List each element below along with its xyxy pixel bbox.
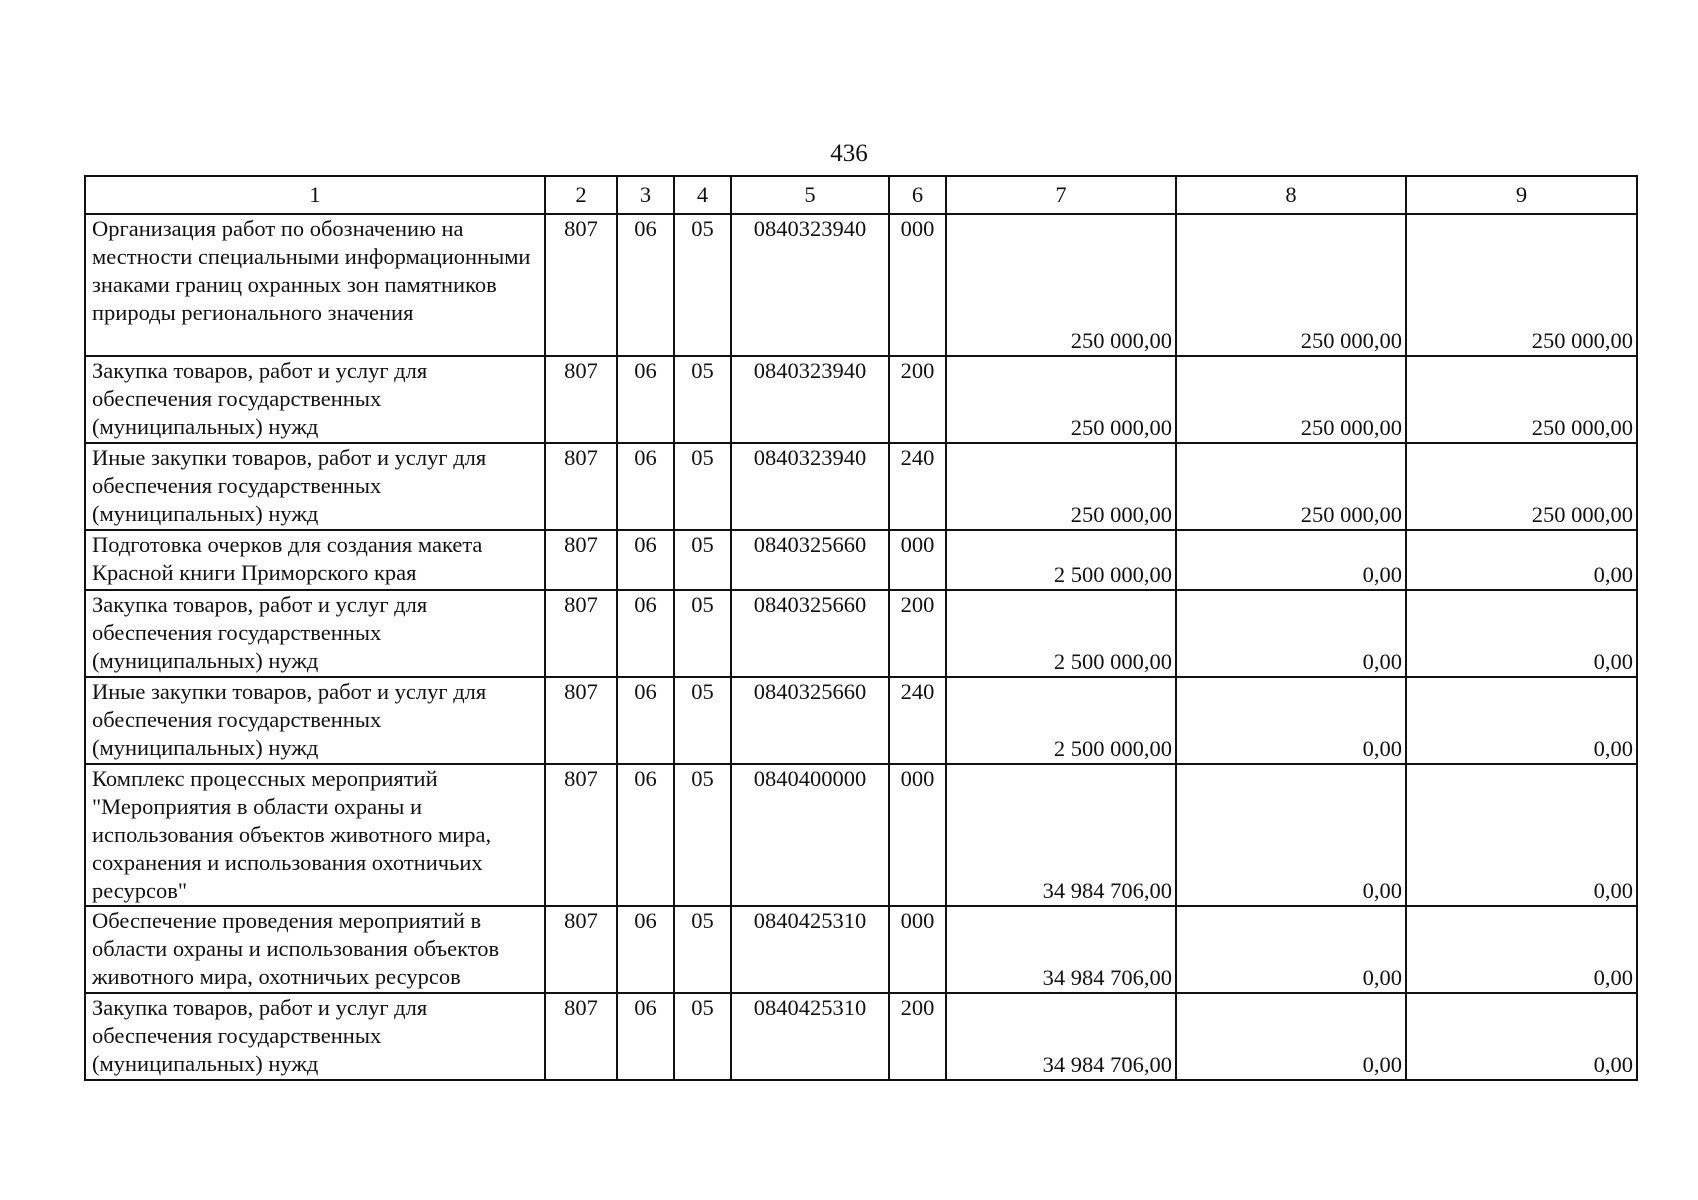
amount-col9: 0,00 [1406,677,1637,764]
amount-col8: 0,00 [1176,906,1406,993]
amount-col7: 250 000,00 [946,443,1176,530]
column-header: 4 [674,176,731,214]
column-header: 2 [545,176,617,214]
table-row [85,443,1637,530]
ministry-code: 807 [545,906,617,993]
subsection-code: 05 [674,356,731,443]
table-row [85,530,1637,590]
amount-col8: 0,00 [1176,590,1406,677]
table-row [85,906,1637,993]
subsection-code: 05 [674,443,731,530]
table-header-row [85,176,1637,214]
amount-col9: 0,00 [1406,906,1637,993]
section-code: 06 [617,443,674,530]
target-article-code: 0840325660 [731,530,889,590]
target-article-code: 0840323940 [731,214,889,356]
amount-col9: 250 000,00 [1406,214,1637,356]
amount-col9: 0,00 [1406,530,1637,590]
amount-col7: 34 984 706,00 [946,906,1176,993]
amount-col7: 2 500 000,00 [946,590,1176,677]
amount-col8: 250 000,00 [1176,356,1406,443]
amount-col7: 250 000,00 [946,214,1176,356]
row-description: Иные закупки товаров, работ и услуг для обеспечения государственных (муниципальных) нужд [85,443,545,530]
subsection-code: 05 [674,677,731,764]
amount-col7: 2 500 000,00 [946,677,1176,764]
amount-col8: 250 000,00 [1176,214,1406,356]
ministry-code: 807 [545,530,617,590]
table-row [85,356,1637,443]
section-code: 06 [617,677,674,764]
ministry-code: 807 [545,993,617,1080]
ministry-code: 807 [545,356,617,443]
section-code: 06 [617,214,674,356]
row-description: Закупка товаров, работ и услуг для обеспечения государственных (муниципальных) нужд [85,993,545,1080]
section-code: 06 [617,993,674,1080]
expense-type-code: 200 [889,590,946,677]
table-row [85,993,1637,1080]
subsection-code: 05 [674,906,731,993]
amount-col7: 34 984 706,00 [946,764,1176,906]
table-row [85,764,1637,906]
amount-col8: 0,00 [1176,764,1406,906]
section-code: 06 [617,356,674,443]
column-header: 1 [85,176,545,214]
target-article-code: 0840425310 [731,993,889,1080]
section-code: 06 [617,530,674,590]
amount-col7: 34 984 706,00 [946,993,1176,1080]
ministry-code: 807 [545,677,617,764]
page-number: 436 [830,140,868,167]
amount-col9: 0,00 [1406,993,1637,1080]
budget-table [84,175,1638,1081]
row-description: Подготовка очерков для создания макета Красной книги Приморского края [85,530,545,590]
subsection-code: 05 [674,590,731,677]
target-article-code: 0840425310 [731,906,889,993]
ministry-code: 807 [545,764,617,906]
subsection-code: 05 [674,764,731,906]
expense-type-code: 200 [889,356,946,443]
expense-type-code: 000 [889,214,946,356]
target-article-code: 0840325660 [731,677,889,764]
column-header: 3 [617,176,674,214]
column-header: 5 [731,176,889,214]
row-description: Организация работ по обозначению на местности специальными информационными знаками границ охранных зон памятников природы регионального значения [85,214,545,356]
ministry-code: 807 [545,590,617,677]
target-article-code: 0840400000 [731,764,889,906]
amount-col8: 0,00 [1176,677,1406,764]
row-description: Иные закупки товаров, работ и услуг для обеспечения государственных (муниципальных) нужд [85,677,545,764]
expense-type-code: 240 [889,677,946,764]
row-description: Комплекс процессных мероприятий "Мероприятия в области охраны и использования объектов животного мира, сохранения и использования охотничьих ресурсов" [85,764,545,906]
column-header: 6 [889,176,946,214]
amount-col7: 250 000,00 [946,356,1176,443]
section-code: 06 [617,590,674,677]
amount-col9: 250 000,00 [1406,356,1637,443]
subsection-code: 05 [674,993,731,1080]
ministry-code: 807 [545,443,617,530]
amount-col9: 250 000,00 [1406,443,1637,530]
expense-type-code: 000 [889,906,946,993]
expense-type-code: 200 [889,993,946,1080]
column-header: 9 [1406,176,1637,214]
section-code: 06 [617,764,674,906]
target-article-code: 0840325660 [731,590,889,677]
subsection-code: 05 [674,214,731,356]
section-code: 06 [617,906,674,993]
column-header: 7 [946,176,1176,214]
amount-col9: 0,00 [1406,590,1637,677]
expense-type-code: 240 [889,443,946,530]
amount-col7: 2 500 000,00 [946,530,1176,590]
target-article-code: 0840323940 [731,356,889,443]
row-description: Закупка товаров, работ и услуг для обеспечения государственных (муниципальных) нужд [85,356,545,443]
amount-col8: 0,00 [1176,530,1406,590]
table-row [85,214,1637,356]
ministry-code: 807 [545,214,617,356]
subsection-code: 05 [674,530,731,590]
column-header: 8 [1176,176,1406,214]
amount-col9: 0,00 [1406,764,1637,906]
expense-type-code: 000 [889,530,946,590]
row-description: Обеспечение проведения мероприятий в области охраны и использования объектов животного мира, охотничьих ресурсов [85,906,545,993]
table-row [85,677,1637,764]
row-description: Закупка товаров, работ и услуг для обеспечения государственных (муниципальных) нужд [85,590,545,677]
amount-col8: 250 000,00 [1176,443,1406,530]
target-article-code: 0840323940 [731,443,889,530]
amount-col8: 0,00 [1176,993,1406,1080]
expense-type-code: 000 [889,764,946,906]
table-row [85,590,1637,677]
